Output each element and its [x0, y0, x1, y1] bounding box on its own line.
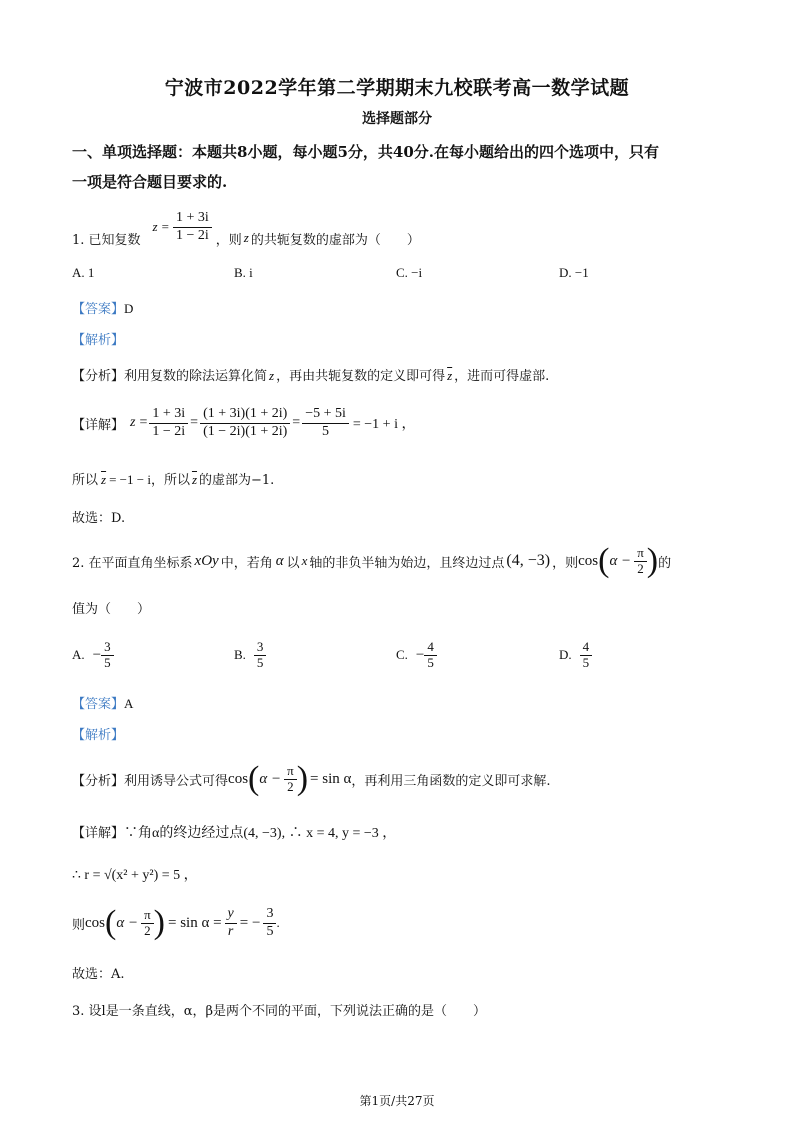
- frac-num: (1 + 3i)(1 + 2i): [200, 406, 290, 423]
- q1-detail-result: = −1 + i ，: [352, 417, 416, 432]
- q2-stem1: 2. 在平面直角坐标系: [72, 555, 193, 571]
- q2-stem3: 以: [286, 555, 300, 571]
- pi-half: [141, 908, 154, 939]
- frac-den: 2: [637, 560, 644, 576]
- alpha: α −: [116, 914, 139, 931]
- detail-tag: 【详解】: [72, 826, 125, 841]
- q2-fenxi2: = sin α: [310, 770, 352, 787]
- paren-left: (: [105, 904, 117, 941]
- section-heading-line1: 一、单项选择题：本题共8小题，每小题5分，共40分.在每小题给出的四个选项中，只有: [72, 143, 659, 161]
- q1-fenxi-zbar: $\overline{z}$: [447, 368, 453, 383]
- q2-stem4: 轴的非负半轴为始边，且终边过点: [309, 555, 505, 571]
- q1-z2: z: [243, 230, 249, 245]
- frac-num: 3: [263, 906, 276, 923]
- q1-analysis-tag: 【解析】: [72, 333, 125, 348]
- frac-num: 3: [101, 640, 114, 656]
- frac-den: 2: [287, 778, 294, 794]
- q1-zbar2: $\overline{z}$: [191, 472, 198, 487]
- q2-then2: = sin α =: [168, 914, 222, 931]
- paren-right: ): [153, 904, 165, 941]
- frac-num: −5 + 5i: [302, 406, 349, 423]
- q2-r-line: ∴ r = √(x² + y²) = 5 ，: [72, 868, 198, 883]
- option-frac: [580, 640, 593, 671]
- paren-left: (: [598, 542, 610, 579]
- answer-value: A: [124, 696, 134, 711]
- q1-frac-num: 1 + 3i: [173, 210, 212, 227]
- eq-sign: =: [139, 415, 148, 430]
- option-label: B.: [234, 647, 246, 662]
- section-heading-line2: 一项是符合题目要求的.: [72, 173, 228, 191]
- option-frac: [254, 640, 267, 671]
- q2-option-d: [559, 634, 592, 676]
- q2-then1: 则: [72, 917, 86, 933]
- q1-detail-frac2: [200, 406, 290, 439]
- q1-fenxi-text: 利用复数的除法运算化简: [124, 369, 268, 384]
- frac-den: 5: [104, 654, 111, 670]
- q2-xoy: xOy: [194, 552, 219, 569]
- option-sign: −: [415, 646, 425, 663]
- q1-fenxi-text3: ，进而可得虚部.: [454, 369, 550, 384]
- option-label: C.: [396, 647, 408, 662]
- three-fifths: [263, 906, 276, 939]
- q1-detail-z: z: [130, 415, 136, 430]
- q1-prefix: 1. 已知复数: [72, 232, 141, 248]
- q1-answer: [72, 298, 133, 317]
- alpha: α −: [609, 552, 632, 569]
- paren-right: ): [296, 760, 309, 797]
- q1-detail: [72, 400, 415, 446]
- q2-detail: [72, 822, 396, 842]
- paren-right: ): [646, 542, 659, 579]
- q1-so-eq: = −1 − i: [109, 472, 151, 487]
- q3-stem: 3. 设l是一条直线，α，β是两个不同的平面，下列说法正确的是（ ）: [72, 1004, 486, 1019]
- q1-suffix2: 的共轭复数的虚部为（ ）: [250, 232, 420, 248]
- q1-so-end: 的虚部为−1.: [199, 473, 275, 488]
- frac-den: (1 − 2i)(1 + 2i): [203, 423, 288, 439]
- answer-tag: 【答案】: [72, 697, 125, 712]
- option-sign: −: [92, 646, 102, 663]
- q1-so-mid: ，所以: [150, 473, 190, 488]
- frac-num: 1 + 3i: [149, 406, 188, 423]
- q2-option-a: [72, 634, 114, 676]
- q2-answer: [72, 693, 133, 712]
- alpha: α −: [259, 770, 282, 787]
- frac-den: 5: [256, 654, 264, 670]
- q1-option-c: C. −i: [396, 265, 423, 280]
- q2-fenxi1: 利用诱导公式可得: [124, 773, 229, 789]
- q2-stem2: 中，若角: [220, 555, 273, 571]
- frac-num: 3: [254, 640, 267, 656]
- frac-den: r: [227, 923, 234, 939]
- frac-den: 1 − 2i: [152, 423, 186, 439]
- q2-stem: [72, 539, 671, 583]
- option-label: A.: [72, 647, 85, 662]
- q1-frac-den: 1 − 2i: [175, 227, 209, 243]
- q1-fenxi-z: z: [269, 368, 275, 383]
- q1-option-b: B. i: [234, 265, 253, 280]
- eq-sign: =: [292, 415, 301, 430]
- q2-stem5: ，则: [552, 555, 579, 571]
- page-footer: 第1页/共27页: [359, 1094, 435, 1108]
- section-subtitle: 选择题部分: [362, 111, 432, 127]
- frac-den: 5: [582, 654, 590, 670]
- q1-stem: [72, 204, 420, 250]
- q2-option-b: [234, 634, 266, 676]
- page-title: 宁波市2022学年第二学期期末九校联考高一数学试题: [164, 77, 630, 99]
- frac-den: 5: [427, 654, 434, 670]
- q2-pi-half: [634, 546, 647, 577]
- q1-so-prefix: 所以: [72, 473, 99, 488]
- q2-alpha: α: [275, 552, 284, 569]
- fenxi-tag: 【分析】: [72, 369, 125, 384]
- q2-option-c: [396, 634, 437, 676]
- q2-analysis-tag: 【解析】: [72, 728, 125, 743]
- q1-option-d: D. −1: [559, 265, 589, 280]
- q1-fraction: [173, 210, 212, 243]
- q2-choose: 故选：A.: [72, 967, 125, 982]
- eq-sign: =: [190, 415, 199, 430]
- frac-num: π: [634, 546, 647, 562]
- frac-den: 5: [266, 923, 274, 939]
- q2-then3: = −: [239, 914, 261, 931]
- q1-conclusion: [72, 469, 274, 488]
- frac-num: 4: [424, 640, 437, 656]
- q2-point: (4, −3): [506, 552, 551, 569]
- q1-detail-frac3: [302, 406, 349, 439]
- q1-fenxi-text2: ，再由共轭复数的定义即可得: [276, 369, 446, 384]
- detail-tag: 【详解】: [72, 417, 125, 433]
- q1-choose: 故选：D.: [72, 511, 126, 526]
- cos: cos: [228, 770, 249, 787]
- q2-cos: cos: [578, 552, 599, 569]
- q2-then-end: .: [276, 915, 280, 930]
- q2-then: [72, 900, 280, 946]
- frac-num: π: [141, 908, 154, 924]
- frac-num: y: [225, 906, 237, 923]
- cos: cos: [85, 914, 106, 931]
- frac-num: π: [284, 764, 297, 780]
- frac-num: 4: [580, 640, 593, 656]
- option-label: D.: [559, 647, 572, 662]
- frac-den: 2: [144, 922, 151, 938]
- answer-value: D: [124, 301, 134, 316]
- answer-tag: 【答案】: [72, 302, 125, 317]
- q1-zbar: $\overline{z}$: [101, 472, 107, 487]
- q1-detail-frac1: [149, 406, 188, 439]
- q1-suffix: ，则: [215, 232, 242, 248]
- fenxi-tag: 【分析】: [72, 773, 125, 789]
- q2-x: x: [301, 553, 308, 568]
- q2-fenxi3: ，再利用三角函数的定义即可求解.: [351, 773, 551, 789]
- q2-stem-line2: 值为（ ）: [72, 602, 151, 617]
- pi-half: [284, 764, 297, 795]
- q1-z: z: [152, 219, 158, 234]
- q1-fenxi: [72, 365, 549, 384]
- option-frac: [424, 640, 437, 671]
- q1-eq: =: [161, 219, 169, 234]
- frac-den: 5: [322, 423, 330, 439]
- paren-left: (: [248, 760, 260, 797]
- y-over-r: [225, 906, 237, 939]
- option-frac: [101, 640, 114, 671]
- q2-stem-end: 的: [658, 555, 672, 571]
- q2-detail-text: ∵角α的终边经过点(4, −3), ∴ x = 4, y = −3 ，: [124, 826, 397, 841]
- q2-fenxi: [72, 756, 550, 802]
- q1-option-a: A. 1: [72, 265, 95, 280]
